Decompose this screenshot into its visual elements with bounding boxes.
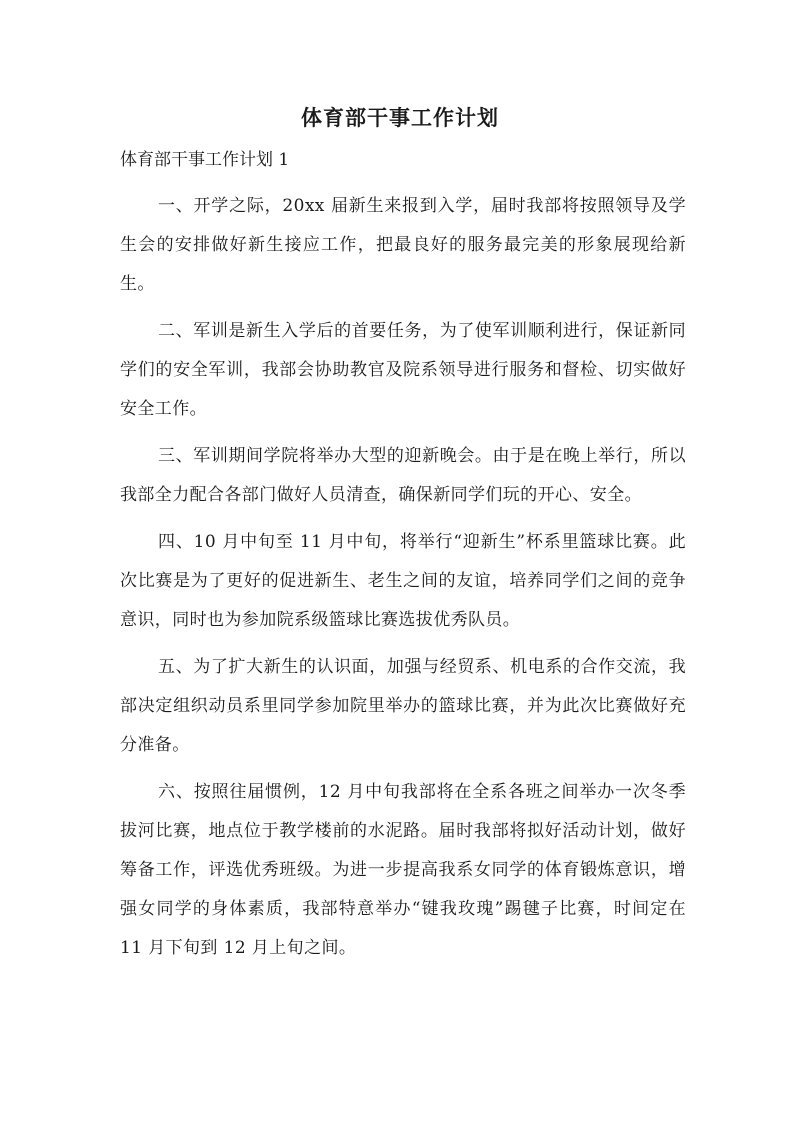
paragraph-2: 二、军训是新生入学后的首要任务，为了使军训顺利进行，保证新同学们的安全军训，我部会协助教官及院系领导进行服务和督检、切实做好安全工作。	[120, 321, 686, 419]
paragraph-6: 六、按照往届惯例，12 月中旬我部将在全系各班之间举办一次冬季拔河比赛，地点位于教学楼前的水泥路。届时我部将拟好活动计划，做好筹备工作，评选优秀班级。为进一步提高我系女同学的体育锻炼意识，增强女同学的身体素质，我部特意举办“键我玫瑰”踢毽子比赛，时间定在 11 月下旬到 12 月上旬之间。	[120, 782, 686, 958]
paragraph-4: 四、10 月中旬至 11 月中旬，将举行“迎新生”杯系里篮球比赛。此次比赛是为了更好的促进新生、老生之间的友谊，培养同学们之间的竞争意识，同时也为参加院系级篮球比赛选拔优秀队员。	[120, 532, 686, 630]
paragraph-5: 五、为了扩大新生的认识面，加强与经贸系、机电系的合作交流，我部决定组织动员系里同学参加院里举办的篮球比赛，并为此次比赛做好充分准备。	[120, 657, 686, 755]
paragraph-3: 三、军训期间学院将举办大型的迎新晚会。由于是在晚上举行，所以我部全力配合各部门做好人员清查，确保新同学们玩的开心、安全。	[120, 446, 686, 505]
document-body	[120, 187, 686, 976]
document-subtitle: 体育部干事工作计划 1	[120, 150, 290, 170]
paragraph-1: 一、开学之际，20xx 届新生来报到入学，届时我部将按照领导及学生会的安排做好新生接应工作，把最良好的服务最完美的形象展现给新生。	[120, 196, 686, 294]
document-title: 体育部干事工作计划	[301, 105, 499, 130]
